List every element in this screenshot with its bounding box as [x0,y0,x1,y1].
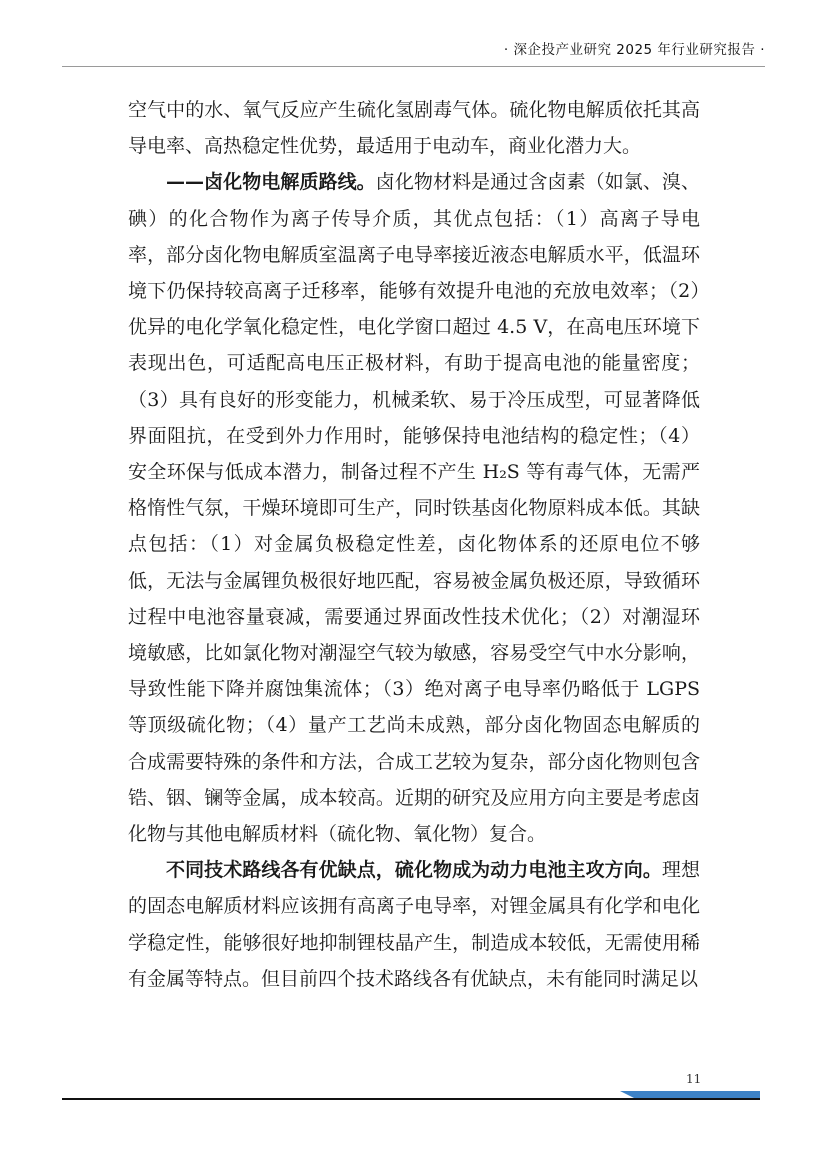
paragraph-halide-text: 卤化物材料是通过含卤素（如氯、溴、碘）的化合物作为离子传导介质，其优点包括：（1）高离子导电率，部分卤化物电解质室温离子电导率接近液态电解质水平，低温环境下仍保持较高离子迁移率，能够有效提升电池的充放电效率；（2）优异的电化学氧化稳定性，电化学窗口超过 4.5 V，在高电压环境下表现出色，可适配高电压正极材料，有助于提高电池的能量密度；（3）具有良好的形变能力，机械柔软、易于冷压成型，可显著降低界面阻抗，在受到外力作用时，能够保持电池结构的稳定性；（4）安全环保与低成本潜力，制备过程不产生 H₂S 等有毒气体，无需严格惰性气氛，干燥环境即可生产，同时铁基卤化物原料成本低。其缺点包括：（1）对金属负极稳定性差，卤化物体系的还原电位不够低，无法与金属锂负极很好地匹配，容易被金属负极还原，导致循环过程中电池容量衰减，需要通过界面改性技术优化；（2）对潮湿环境敏感，比如氯化物对潮湿空气较为敏感，容易受空气中水分影响，导致性能下降并腐蚀集流体；（3）绝对离子电导率仍略低于 LGPS 等顶级硫化物；（4）量产工艺尚未成熟，部分卤化物固态电解质的合成需要特殊的条件和方法，合成工艺较为复杂，部分卤化物则包含锆、铟、镧等金属，成本较高。近期的研究及应用方向主要是考虑卤化物与其他电解质材料（硫化物、氧化物）复合。 [128,171,700,846]
section-lead-comparison: 不同技术路线各有优缺点，硫化物成为动力电池主攻方向。 [166,859,662,882]
paragraph-halide-route [128,164,700,852]
section-lead-halide: ——卤化物电解质路线。 [166,171,376,194]
report-header: · 深企投产业研究 2025 年行业研究报告 · [503,42,765,58]
paragraph-comparison-text: 理想的固态电解质材料应该拥有高离子电导率，对锂金属具有化学和电化学稳定性，能够很好地抑制锂枝晶产生，制造成本较低，无需使用稀有金属等特点。但目前四个技术路线各有优缺点，未有能同时满足以 [128,859,700,990]
footer-divider [62,1098,760,1100]
page-number: 11 [686,1072,702,1086]
paragraph-route-comparison [128,852,700,997]
paragraph-continued: 空气中的水、氧气反应产生硫化氢剧毒气体。硫化物电解质依托其高导电率、高热稳定性优势，最适用于电动车，商业化潜力大。 [128,99,700,158]
footer-accent-band [620,1091,760,1098]
header-divider [62,66,765,67]
page-body [128,92,700,997]
